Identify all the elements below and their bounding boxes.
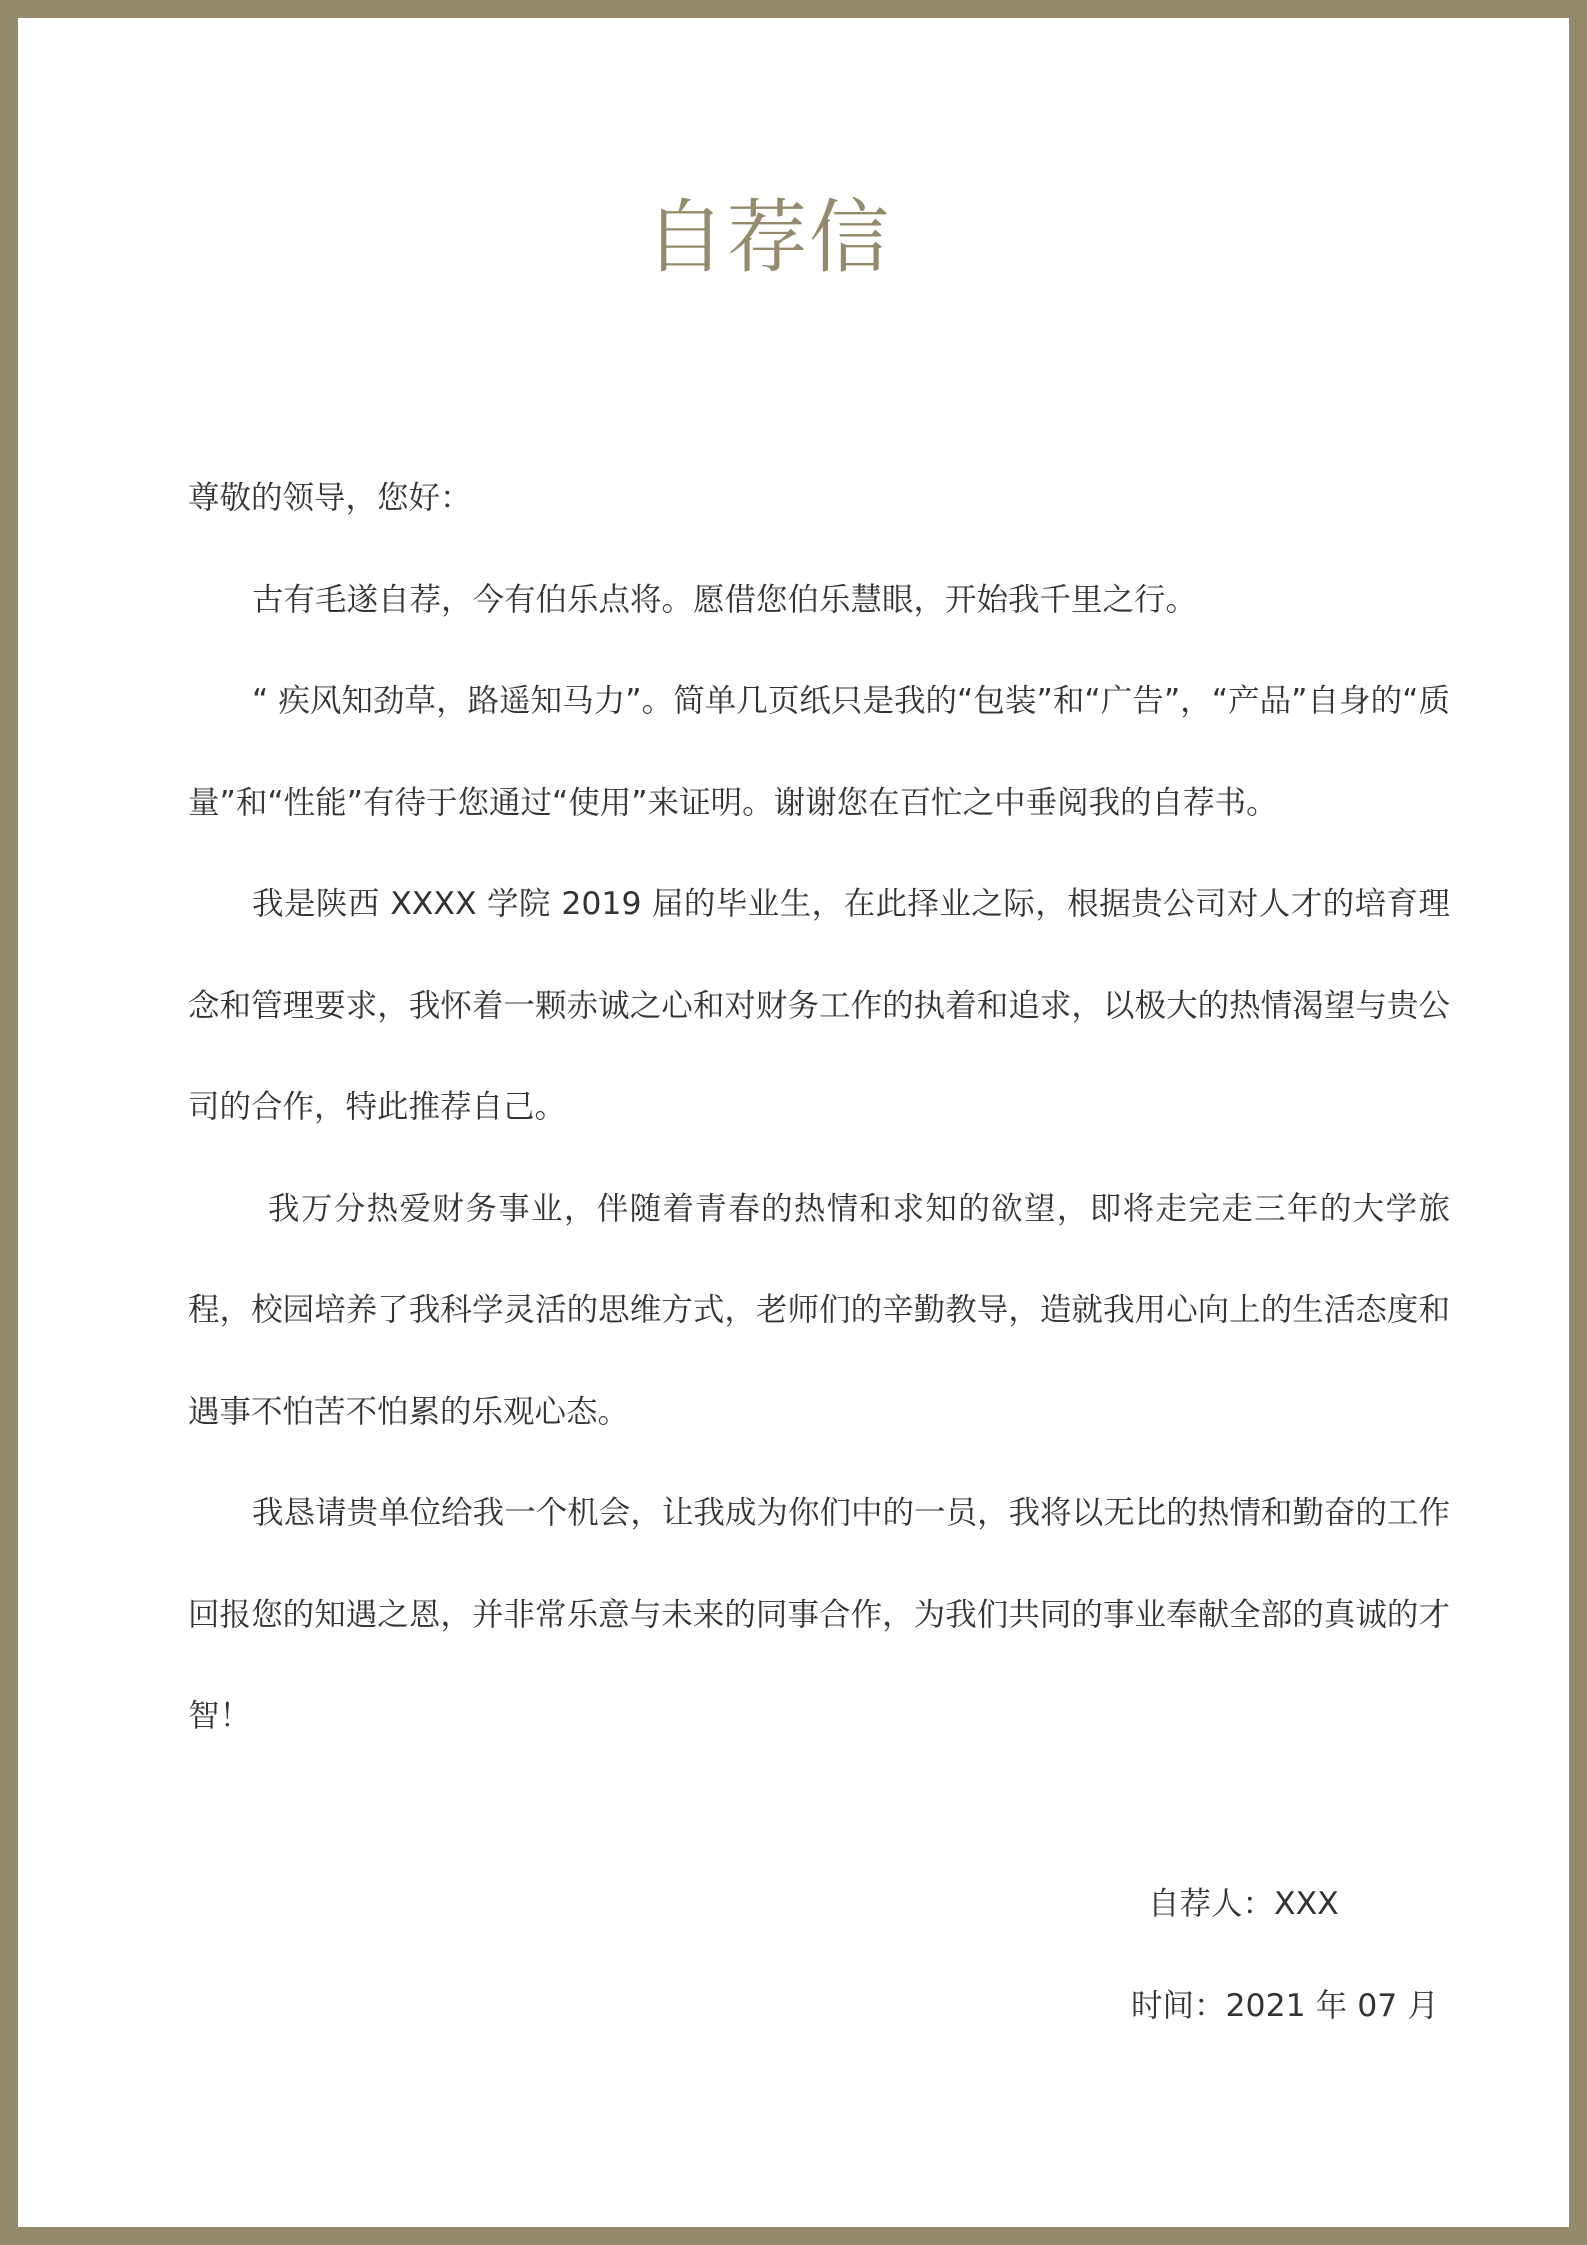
signature-line: 自荐人：XXX	[1148, 1886, 1339, 1922]
paragraph-request: 我恳请贵单位给我一个机会，让我成为你们中的一员，我将以无比的热情和勤奋的工作回报您的知遇之恩，并非常乐意与未来的同事合作，为我们共同的事业奉献全部的真诚的才智！	[188, 1495, 1450, 1734]
paragraph-passion: 我万分热爱财务事业，伴随着青春的热情和求知的欲望，即将走完走三年的大学旅程，校园培养了我科学灵活的思维方式，老师们的辛勤教导，造就我用心向上的生活态度和遇事不怕苦不怕累的乐观心态。	[188, 1190, 1450, 1430]
paragraph-background: 我是陕西 XXXX 学院 2019 届的毕业生，在此择业之际，根据贵公司对人才的培育理念和管理要求，我怀着一颗赤诚之心和对财务工作的执着和追求，以极大的热情渴望与贵公司的合作，特此推荐自己。	[188, 886, 1450, 1125]
document-title: 自荐信	[645, 191, 891, 284]
paragraph-intro: 古有毛遂自荐，今有伯乐点将。愿借您伯乐慧眼，开始我千里之行。	[252, 581, 1198, 618]
letter-body	[188, 448, 1450, 1768]
date-line: 时间：2021 年 07 月	[1131, 1988, 1439, 2024]
salutation: 尊敬的领导，您好：	[188, 480, 472, 516]
paragraph-proverb: “ 疾风知劲草，路遥知马力”。简单几页纸只是我的“包装”和“广告”，“产品”自身的“质量”和“性能”有待于您通过“使用”来证明。谢谢您在百忙之中垂阅我的自荐书。	[188, 683, 1450, 821]
